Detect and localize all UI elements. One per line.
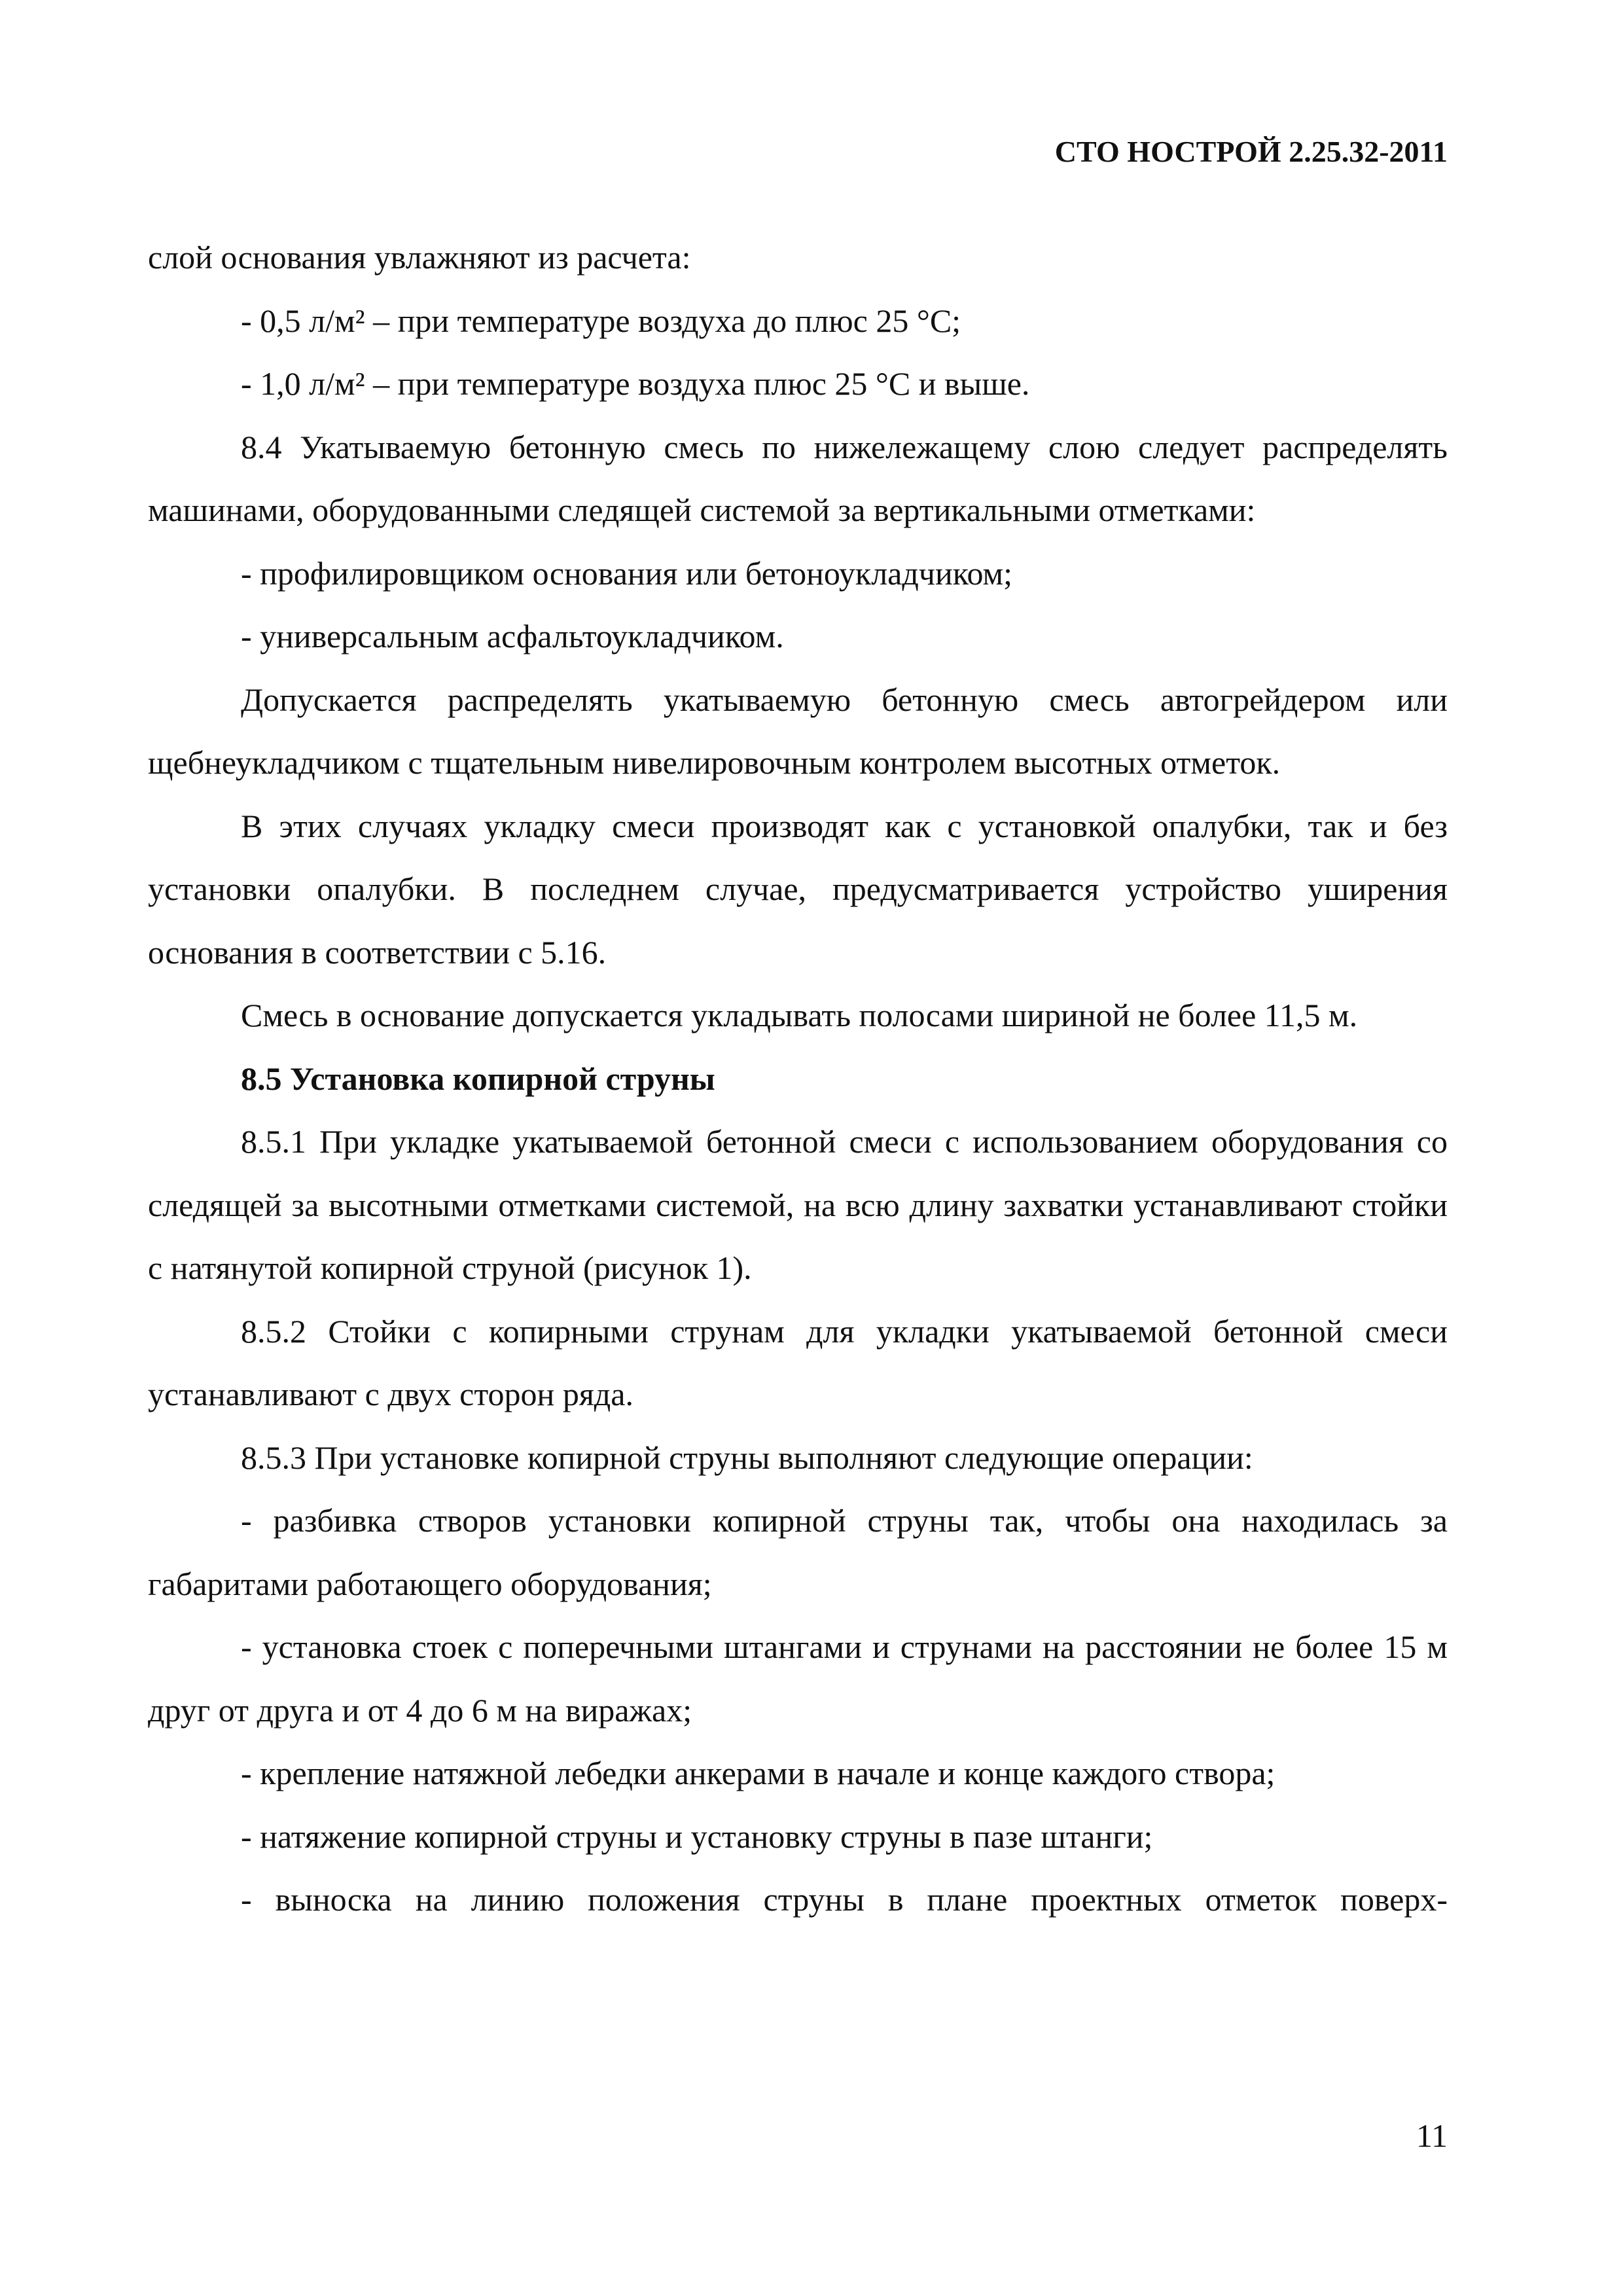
list-item-rate-1: - 0,5 л/м² – при температуре воздуха до плюс 25 °С; bbox=[241, 302, 961, 339]
document-header-code: СТО НОСТРОЙ 2.25.32-2011 bbox=[1054, 135, 1448, 168]
section-heading-8-5: 8.5 Установка копирной струны bbox=[241, 1060, 715, 1097]
paragraph-formwork-cases: В этих случаях укладку смеси производят как с установкой опалубки, так и без установки опалубки. В последнем случае, предусматривается устройство уширения основания в соответствии с 5.16. bbox=[148, 807, 1448, 971]
paragraph-8-5-3: 8.5.3 При установке копирной струны выполняют следующие операции: bbox=[241, 1439, 1253, 1476]
list-item-operation-5: - выноска на линию положения струны в плане проектных отметок поверх- bbox=[241, 1881, 1448, 1918]
page-number: 11 bbox=[1416, 2117, 1448, 2154]
paragraph-8-5-2: 8.5.2 Стойки с копирными струнам для укладки укатываемой бетонной смеси устанавливают с двух сторон ряда. bbox=[148, 1312, 1448, 1412]
paragraph-8-5-1: 8.5.1 При укладке укатываемой бетонной смеси с использованием оборудования со следящей за высотными отметками системой, на всю длину захватки устанавливают стойки с натянутой копирной струной (рисунок 1). bbox=[148, 1123, 1448, 1286]
paragraph-allowed-distribution: Допускается распределять укатываемую бетонную смесь автогрейдером или щебнеукладчиком с тщательным нивелировочным контролем высотных отметок. bbox=[148, 681, 1448, 781]
list-item-machine-2: - универсальным асфальтоукладчиком. bbox=[241, 618, 784, 655]
list-item-operation-1: - разбивка створов установки копирной струны так, чтобы она находилась за габаритами работающего оборудования; bbox=[148, 1502, 1448, 1602]
list-item-operation-3: - крепление натяжной лебедки анкерами в начале и конце каждого створа; bbox=[241, 1755, 1275, 1791]
list-item-rate-2: - 1,0 л/м² – при температуре воздуха плюс 25 °С и выше. bbox=[241, 365, 1030, 402]
paragraph-intro: слой основания увлажняют из расчета: bbox=[148, 239, 691, 276]
paragraph-strip-width: Смесь в основание допускается укладывать полосами шириной не более 11,5 м. bbox=[241, 997, 1358, 1033]
paragraph-8-4: 8.4 Укатываемую бетонную смесь по нижележащему слою следует распределять машинами, оборудованными следящей системой за вертикальными отметками: bbox=[148, 428, 1448, 528]
list-item-machine-1: - профилировщиком основания или бетоноукладчиком; bbox=[241, 554, 1013, 592]
list-item-operation-4: - натяжение копирной струны и установку струны в пазе штанги; bbox=[241, 1818, 1153, 1855]
list-item-operation-2: - установка стоек с поперечными штангами и струнами на расстоянии не более 15 м друг от друга и от 4 до 6 м на виражах; bbox=[148, 1628, 1448, 1729]
document-body bbox=[148, 226, 1448, 1931]
